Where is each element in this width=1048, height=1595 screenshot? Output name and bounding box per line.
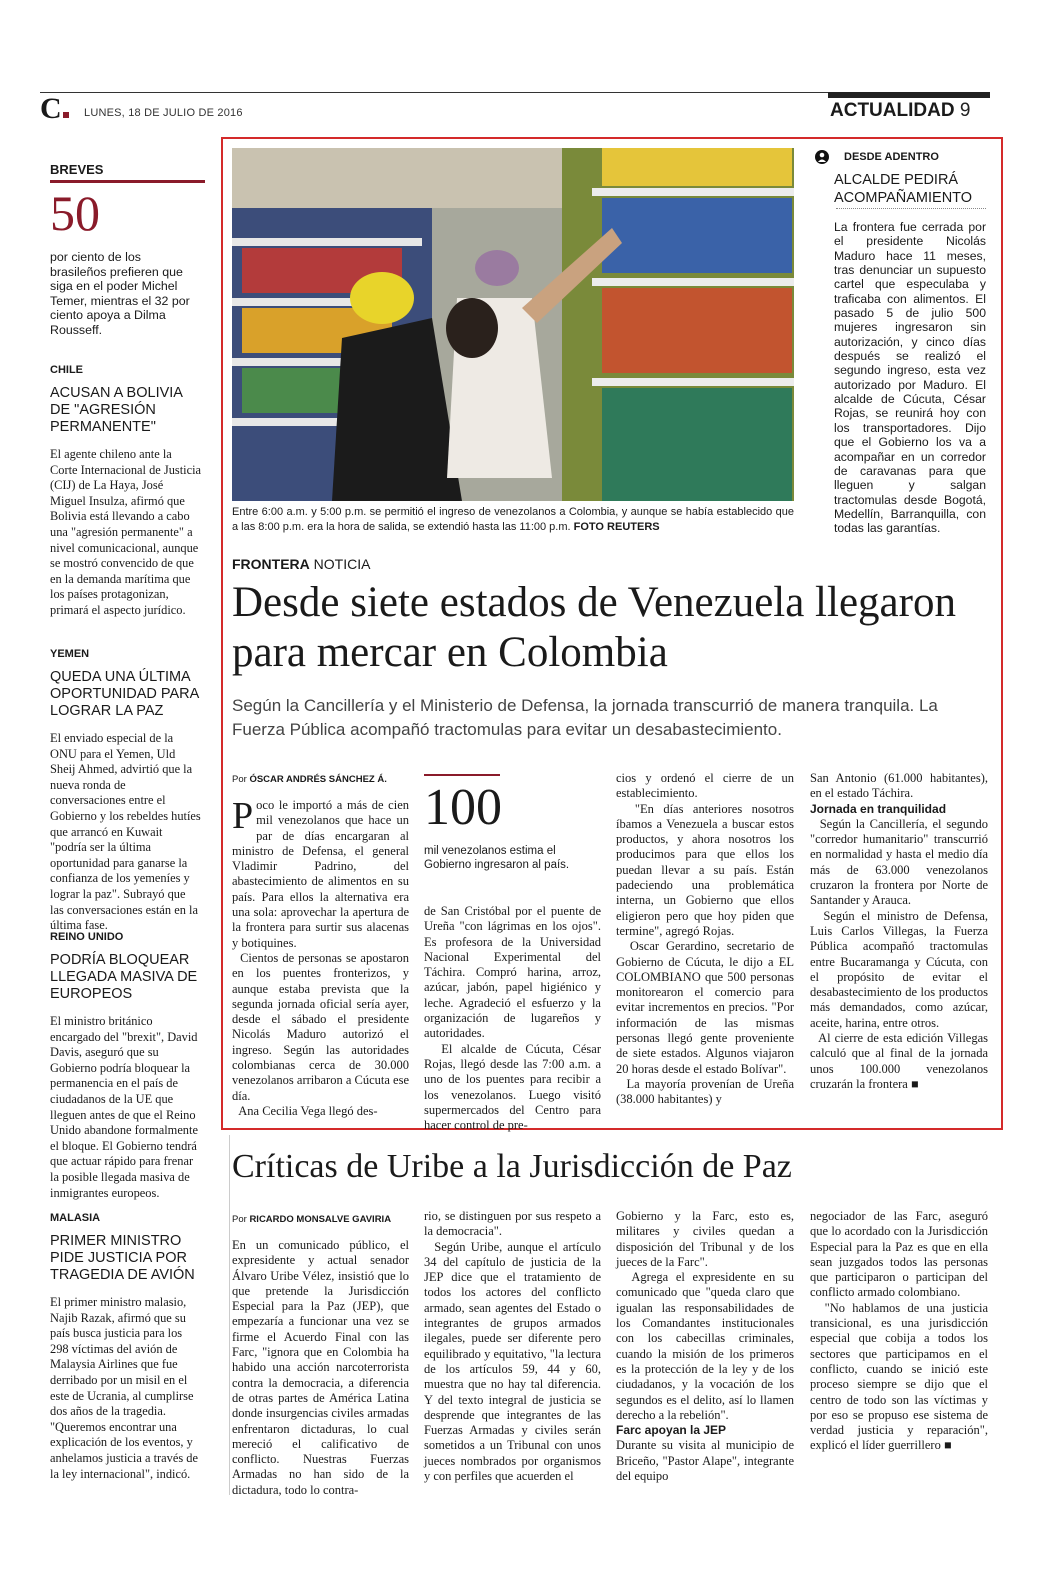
sidebar-label: DESDE ADENTRO	[844, 151, 939, 163]
brief-country-chile: CHILE	[50, 364, 83, 376]
sidebar-title: ALCALDE PEDIRÁ ACOMPAÑAMIENTO	[834, 172, 973, 206]
brief-country-malasia: MALASIA	[50, 1212, 101, 1224]
breves-number: 50	[50, 185, 100, 241]
column-divider	[229, 1135, 230, 1495]
second-col2: rio, se distinguen por sus respeto a la democracia". Según Uribe, aunque el artículo 34 del capítulo de justicia de la JEP dice que el tratamiento de todos los actores del conflicto armado, sean agentes del Estado o integrantes de grupos armados ilegales, puede ser diferente pero equilibrado y equitativo, "la lectura de los artículos 59, 44 y 60, muestra que no hay tal diferencia. Y del texto integral de justicia se desprende que integrantes de las Fuerzas Armadas y civiles serán sometidos a un Tribunal con unos jueces nombrados por organismos y con perfiles que acuerden el	[424, 1209, 602, 1484]
brief-country-uk: REINO UNIDO	[50, 931, 124, 943]
dateline: LUNES, 18 DE JULIO DE 2016	[84, 107, 243, 119]
brief-headline-uk: PODRÍA BLOQUEAR LLEGADA MASIVA DE EUROPEOS	[50, 952, 198, 1002]
second-byline: Por RICARDO MONSALVE GAVIRIA	[232, 1214, 392, 1225]
photo-credit: FOTO REUTERS	[573, 521, 660, 533]
breves-label: BREVES	[50, 162, 104, 177]
brief-body-uk: El ministro británico encargado del "brexit", David Davis, aseguró que su Gobierno podría bloquear la permanencia en el país de ciudadanos de la UE que lleguen antes de que el Reino Unido abandone formalmente el bloque. El Gobierno tendrá que actuar rápido para frenar la posible llegada masiva de inmigrantes europeos.	[50, 1014, 198, 1200]
stat-number: 100	[424, 779, 502, 836]
sidebar-body: La frontera fue cerrada por el presidente Nicolás Maduro hace 11 meses, tras denunciar un supuesto cartel que especulaba y traficaba con alimentos. El pasado 5 de julio 500 mujeres ingresaron sin autorización, y cinco días después se realizó el segundo ingreso, esta vez autorizado por Maduro. El alcalde de Cúcuta, César Rojas, se reunirá hoy con los transportadores. Dijo que el Gobierno los va a acompañar en un corredor de caravanas para que lleguen y salgan tractomulas desde Bogotá, Medellín, Barranquilla, con todas las garantías.	[834, 220, 986, 536]
second-col4: negociador de las Farc, aseguró que lo acordado con la Jurisdicción Especial para la Paz es que en ella sean juzgados todos las personas que participaron o participan del conflicto armado colombiano. "No hablamos de una justicia transicional, es una jurisdicción especial que cobija a todos los sectores que participamos en el conflicto, cuando se inició este proceso siempre se dijo que el centro de todo son las víctimas y por eso se propuso ese sistema de verdad justicia y reparación", explicó el líder guerrillero ■	[810, 1209, 988, 1453]
brief-country-yemen: YEMEN	[50, 648, 90, 660]
story-kicker: FRONTERA NOTICIA	[232, 556, 371, 572]
person-icon	[815, 149, 829, 165]
brief-body-yemen: El enviado especial de la ONU para el Yemen, Uld Sheij Ahmed, advirtió que la nueva ronda de conversaciones entre el Gobierno y los rebeldes hutíes que arrancó en Kuwait "podría ser la última oportunidad para ganarse la confianza de los yemeníes y lograr la paz". Subrayó que las conversaciones están en la última fase.	[50, 731, 201, 933]
story-col2: de San Cristóbal por el puente de Ureña "con lágrimas en los ojos". Es profesora de la Universidad Nacional Experimental del Táchira. Compró harina, arroz, azúcar, jabón, papel higiénico y leche. Agradeció el esfuerzo y la organización de lugareños y autoridades. El alcalde de Cúcuta, César Rojas, llegó desde las 7:00 a.m. a uno de los puentes para recibir a los venezolanos. Luego visitó supermercados del Centro para hacer control de pre-	[424, 904, 601, 1133]
second-headline: Críticas de Uribe a la Jurisdicción de Paz	[232, 1148, 792, 1185]
newspaper-logo: C	[40, 94, 69, 124]
second-col3: Gobierno y la Farc, esto es, militares y civiles quedan a disposición del Tribunal y de los jueces de la Farc". Agrega el expresidente en su comunicado que "queda claro que igualan las responsabilidades de los Comandantes institucionales con los cabecillas criminales, cuando la misión de los primeros es la protección de la ley y de los ciudadanos, y la vocación de los segundos es el delito, así lo llamen derecho a la rebelión". Farc apoyan la JEP Durante su visita al municipio de Briceño, "Pastor Alape", integrante del equipo	[616, 1209, 794, 1484]
second-subhead: Farc apoyan la JEP	[616, 1423, 727, 1438]
story-col1: Poco le importó a más de cien mil venezolanos que hace un par de días encargaran al ministro de Defensa, el general Vladimir Padrino, del abastecimiento de alimentos en su país. Para ellos la alternativa era una sola: aprovechar la apertura de la frontera para surtir sus alacenas y botiquines. Cientos de personas se apostaron en los puentes fronterizos, y aunque estaba prevista que la segunda jornada oficial sería ayer, desde el sábado el presidente Nicolás Maduro autorizó el ingreso. Según las autoridades colombianas cerca de 30.000 venezolanos arribaron a Cúcuta ese día. Ana Cecilia Vega llegó des-	[232, 795, 410, 1118]
brief-headline-malasia: PRIMER MINISTRO PIDE JUSTICIA POR TRAGEDIA DE AVIÓN	[50, 1233, 195, 1283]
story-headline: Desde siete estados de Venezuela llegaron para mercar en Colombia	[232, 579, 956, 676]
brief-headline-chile: ACUSAN A BOLIVIA DE "AGRESIÓN PERMANENTE"	[50, 385, 183, 435]
section-title: ACTUALIDAD 9	[830, 100, 971, 121]
supermarket-photo	[232, 148, 794, 501]
story-byline: Por ÓSCAR ANDRÉS SÁNCHEZ Á.	[232, 774, 387, 785]
story-col4: San Antonio (61.000 habitantes), en el estado Táchira. Jornada en tranquilidad Según la Cancillería, el segundo "corredor humanitario" transcurrió en normalidad y hasta el medio día más de 63.000 venezolanos cruzaron la frontera por Norte de Santander y Arauca. Según el ministro de Defensa, Luis Carlos Villegas, la Fuerza Pública acompañó tractomulas entre Bucaramanga y Cúcuta, con el propósito de evitar el desabastecimiento de los productos más demandados, como azúcar, aceite, harina, entre otros. Al cierre de esta edición Villegas calculó que al final de la jornada unos 100.000 venezolanos cruzarán la frontera ■	[810, 771, 989, 1091]
dropcap: P	[232, 795, 254, 837]
story-col3: cios y ordenó el cierre de un establecimiento. "En días anteriores nosotros íbamos a Venezuela a buscar estos productos, y ahora nosotros los producimos para que ellos los puedan llevar a su país. Están padeciendo una problemática interna, un Gobierno que ellos eligieron pero que hoy piden que termine", agregó Rojas. Oscar Gerardino, secretario de Gobierno de Cúcuta, le dijo a EL COLOMBIANO que 500 personas monitorearon el comercio para evitar incrementos en precios. "Por información de las mismas personas llegó gente proveniente de siete estados. Algunos viajaron 20 horas desde el estado Bolívar". La mayoría provenían de Ureña (38.000 habitantes) y	[616, 771, 795, 1107]
brief-body-chile: El agente chileno ante la Corte Internacional de Justicia (CIJ) de La Haya, José Miguel Insulza, afirmó que Bolivia está llevando a cabo una "agresión permanente" a nivel comunicacional, aunque se mostró convencido de que en la demanda marítima que los países protagonizan, primará el aspecto jurídico.	[50, 447, 202, 617]
logo-dot	[63, 112, 69, 118]
story-dek: Según la Cancillería y el Ministerio de Defensa, la jornada transcurrió de manera tranquila. La Fuerza Pública acompañó tractomulas para evitar un desabastecimiento.	[232, 696, 938, 739]
sidebar-dotted-rule	[836, 208, 986, 210]
brief-body-malasia: El primer ministro malasio, Najib Razak, afirmó que su país busca justicia para los 298 víctimas del avión de Malaysia Airlines que fue derribado por un misil en el este de Ucrania, al cumplirse dos años de la tragedia. "Queremos encontrar una explicación de los eventos, y anhelamos justicia a través de la ley internacional", indicó.	[50, 1295, 198, 1481]
brief-headline-yemen: QUEDA UNA ÚLTIMA OPORTUNIDAD PARA LOGRAR LA PAZ	[50, 669, 199, 719]
second-col1: En un comunicado público, el expresidente y actual senador Álvaro Uribe Vélez, insistió que lo que pretende la Jurisdicción Especial para la Paz (JEP), que empezaría a funcionar una vez se firme el Acuerdo Final con las Farc, "ignora que en Colombia ha habido una acción narcoterrorista contra la democracia, a diferencia de otras partes de América Latina donde insurgencias civiles armadas enfrentaron dictaduras, lo cual mereció el calificativo de conflicto. Nuestras Fuerzas Armadas no han sido de la dictadura, todo lo contra-	[232, 1238, 409, 1497]
breves-text: por ciento de los brasileños prefieren que siga en el poder Michel Temer, mientras el 32 por ciento apoya a Dilma Rousseff.	[50, 250, 190, 337]
photo-caption: Entre 6:00 a.m. y 5:00 p.m. se permitió el ingreso de venezolanos a Colombia, y aunque se había establecido que a las 8:00 p.m. era la hora de salida, se extendió hasta las 11:00 p.m. FOTO REUTERS	[232, 506, 794, 533]
stat-text: mil venezolanos estima el Gobierno ingresaron al país.	[424, 845, 570, 871]
stat-rule	[424, 774, 500, 776]
section-bar	[828, 92, 990, 98]
story-subhead: Jornada en tranquilidad	[810, 801, 947, 816]
